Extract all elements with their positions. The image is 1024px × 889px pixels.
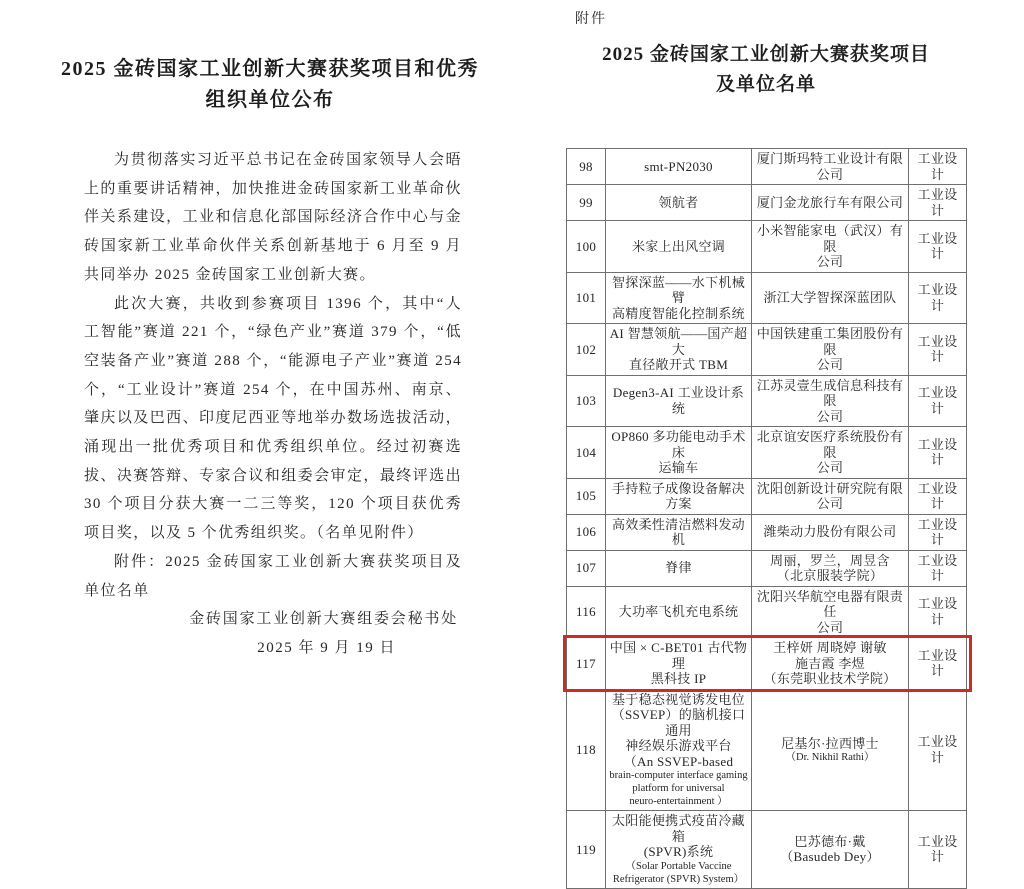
table-row	[567, 479, 966, 515]
track-label: 工业设计	[917, 230, 958, 262]
unit-name: 王梓妍 周晓婷 谢敏 施吉霞 李煜 （东莞职业技术学院）	[752, 638, 909, 689]
row-number: 105	[567, 479, 606, 514]
track-label: 工业设计	[917, 596, 958, 627]
attachment-title-line2: 及单位名单	[715, 74, 816, 95]
attachment-title-line1: 2025 金砖国家工业创新大赛获奖项目	[602, 44, 930, 65]
page-title-line1: 2025 金砖国家工业创新大赛获奖项目和优秀	[61, 58, 479, 80]
table-row	[567, 324, 966, 376]
unit-name: 厦门金龙旅行车有限公司	[752, 185, 909, 220]
row-number: 98	[567, 149, 606, 184]
row-number: 104	[567, 427, 606, 478]
project-name: 脊律	[606, 551, 752, 586]
unit-name: 周丽，罗兰，周昱含 （北京服装学院）	[752, 551, 909, 586]
unit-name: 中国铁建重工集团股份有限 公司	[752, 324, 909, 375]
attachment-reference-line: 附件：2025 金砖国家工业创新大赛获奖项目及单位名单	[84, 553, 462, 599]
awards-table	[566, 148, 967, 889]
attachment-page	[540, 0, 1024, 885]
unit-name: 沈阳创新设计研究院有限 公司	[752, 479, 909, 514]
table-row	[567, 690, 966, 812]
unit-name: 小米智能家电（武汉）有限 公司	[752, 221, 909, 272]
table-row	[567, 221, 966, 273]
row-number: 119	[567, 811, 606, 888]
row-number: 107	[567, 551, 606, 586]
row-number: 117	[567, 638, 606, 689]
row-number: 116	[567, 587, 606, 638]
document-date: 2025 年 9 月 19 日	[257, 639, 396, 656]
table-row	[567, 551, 966, 587]
project-name: 米家上出风空调	[606, 221, 752, 272]
project-name: 智探深蓝——水下机械臂 高精度智能化控制系统	[606, 273, 752, 324]
table-row	[567, 149, 966, 185]
table-row	[567, 587, 966, 639]
table-row	[567, 427, 966, 479]
project-name: Degen3-AI 工业设计系统	[606, 376, 752, 427]
page-title	[40, 54, 500, 116]
unit-name: 浙江大学智探深蓝团队	[752, 273, 909, 324]
body-paragraph-1: 为贯彻落实习近平总书记在金砖国家领导人会晤上的重要讲话精神，加快推进金砖国家新工业革命伙伴关系建设，工业和信息化部国际经济合作中心与金砖国家新工业革命伙伴关系创新基地于 6 月至 9 月共同举办 2025 金砖国家工业创新大赛。	[84, 152, 462, 283]
track-label: 工业设计	[917, 734, 958, 765]
track-label: 工业设计	[917, 333, 958, 365]
track-label: 工业设计	[917, 187, 958, 218]
unit-name: 潍柴动力股份有限公司	[752, 515, 909, 550]
row-number: 101	[567, 273, 606, 324]
track-label: 工业设计	[917, 833, 958, 865]
track-label: 工业设计	[917, 480, 958, 511]
table-row	[567, 811, 966, 888]
announcement-body	[84, 146, 462, 663]
unit-name: 沈阳兴华航空电器有限责任 公司	[752, 587, 909, 638]
row-number: 106	[567, 515, 606, 550]
page-title-line2: 组织单位公布	[205, 89, 335, 111]
track-label: 工业设计	[917, 516, 958, 547]
row-number: 100	[567, 221, 606, 272]
attachment-label: 附件	[575, 12, 607, 27]
project-name: 领航者	[606, 185, 752, 220]
unit-name: 厦门斯玛特工业设计有限 公司	[752, 149, 909, 184]
row-number: 103	[567, 376, 606, 427]
track-label: 工业设计	[917, 151, 958, 182]
signature-line: 金砖国家工业创新大赛组委会秘书处	[189, 611, 458, 628]
project-name: 高效柔性清洁燃料发动机	[606, 515, 752, 550]
project-name: 大功率飞机充电系统	[606, 587, 752, 638]
table-row	[567, 376, 966, 428]
table-row	[567, 515, 966, 551]
track-label: 工业设计	[917, 552, 958, 583]
track-label: 工业设计	[917, 436, 958, 468]
table-row	[567, 273, 966, 325]
unit-name: 巴苏德布·戴 （Basudeb Dey）	[752, 811, 909, 888]
project-name: 中国 × C-BET01 古代物理 黑科技 IP	[606, 638, 752, 689]
project-name: 太阳能便携式疫苗冷藏箱 (SPVR)系统 （Solar Portable Vaccine Refrigerator (SPVR) System）	[606, 811, 752, 888]
table-row	[567, 185, 966, 221]
unit-name: 江苏灵壹生成信息科技有限 公司	[752, 376, 909, 427]
body-paragraph-2: 此次大赛，共收到参赛项目 1396 个，其中“人工智能”赛道 221 个，“绿色产业”赛道 379 个，“低空装备产业”赛道 288 个，“能源电子产业”赛道 254 个，“工业设计”赛道 254 个，在中国苏州、南京、肇庆以及巴西、印度尼西亚等地举办数场选拔活动，涌现出一批优秀项目和优秀组织单位。经过初赛选拔、决赛答辩、专家合议和组委会审定，最终评选出 30 个项目分获大赛一二三等奖，120 个项目获优秀项目奖，以及 5 个优秀组织奖。（名单见附件）	[84, 295, 462, 542]
project-name: 基于稳态视觉诱发电位 （SSVEP）的脑机接口通用 神经娱乐游戏平台 （An SSVEP-based brain-computer interface gaming platform for universal neuro-entertainment ）	[606, 690, 752, 811]
table-row-highlighted	[567, 638, 966, 690]
project-name: OP860 多功能电动手术床 运输车	[606, 427, 752, 478]
project-name: 手持粒子成像设备解决 方案	[606, 479, 752, 514]
row-number: 102	[567, 324, 606, 375]
track-label: 工业设计	[917, 647, 958, 679]
row-number: 118	[567, 690, 606, 811]
unit-name: 北京谊安医疗系统股份有限 公司	[752, 427, 909, 478]
unit-name: 尼基尔·拉西博士 （Dr. Nikhil Rathi）	[752, 690, 909, 811]
track-label: 工业设计	[917, 282, 958, 313]
project-name: AI 智慧领航——国产超大 直径敞开式 TBM	[606, 324, 752, 375]
project-name: smt-PN2030	[606, 149, 752, 184]
track-label: 工业设计	[917, 385, 958, 416]
row-number: 99	[567, 185, 606, 220]
attachment-title	[540, 40, 992, 100]
announcement-page	[0, 0, 540, 684]
